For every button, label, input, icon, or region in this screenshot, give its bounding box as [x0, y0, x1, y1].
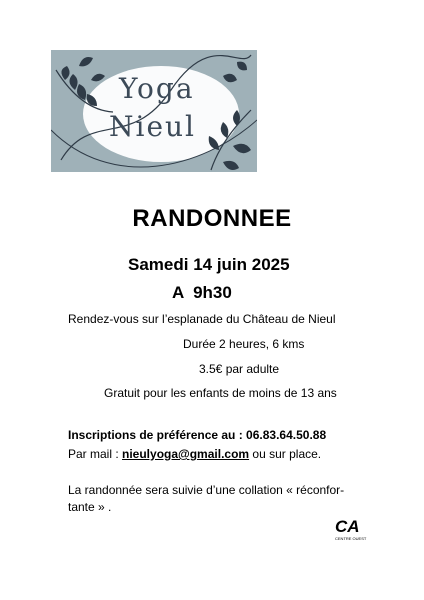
price-info: 3.5€ par adulte	[199, 362, 280, 376]
meeting-point: Rendez-vous sur l’esplanade du Château de Nieul	[68, 312, 336, 326]
registration-mail	[68, 447, 321, 461]
yoga-nieul-logo	[51, 50, 257, 172]
event-time: A 9h30	[172, 283, 232, 302]
mail-prefix: Par mail :	[68, 447, 123, 461]
logo-text-yoga: Yoga	[119, 72, 195, 105]
collation-note-line1: La randonnée sera suivie d’une collation « réconfor-	[68, 483, 345, 497]
duration-info: Durée 2 heures, 6 kms	[183, 337, 305, 351]
page-title: RANDONNEE	[132, 205, 292, 232]
registration-phone: Inscriptions de préférence au : 06.83.64.50.88	[68, 428, 327, 442]
credit-agricole-logo	[333, 516, 367, 542]
logo-text-nieul: Nieul	[109, 110, 197, 143]
email-link[interactable]: nieulyoga@gmail.com	[122, 447, 250, 461]
sponsor-caption: CENTRE OUEST	[335, 536, 367, 541]
event-date: Samedi 14 juin 2025	[128, 255, 290, 274]
sponsor-mark: CA	[335, 517, 360, 536]
free-entry-info: Gratuit pour les enfants de moins de 13 ans	[104, 386, 337, 400]
mail-suffix: ou sur place.	[249, 447, 322, 461]
collation-note-line2: tante » .	[68, 500, 112, 514]
